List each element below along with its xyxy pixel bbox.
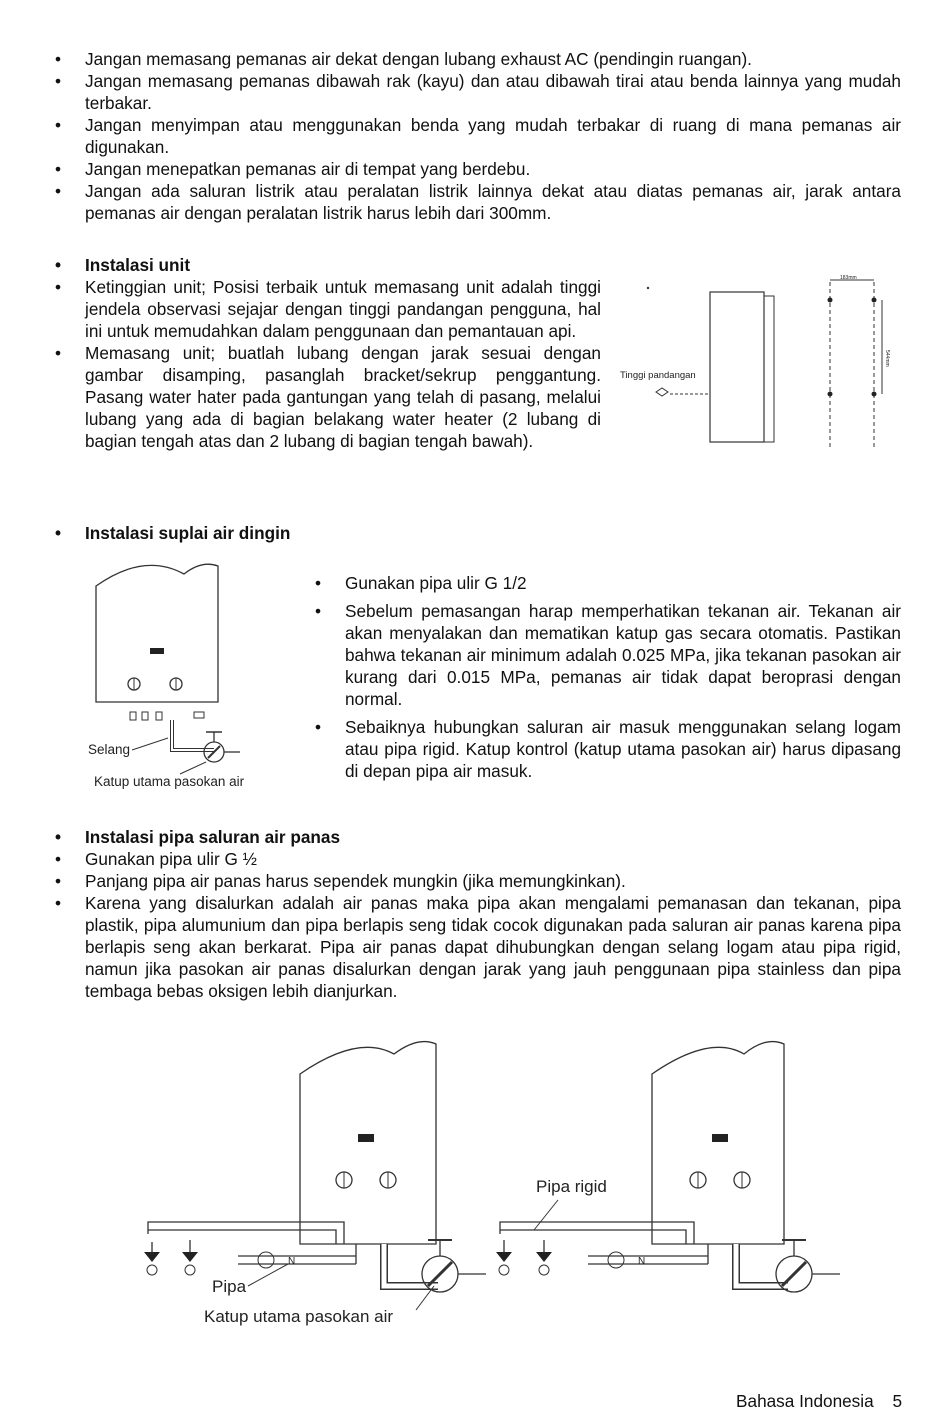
eye-level-label: Tinggi pandangan [620,370,696,381]
top-bullet-list [48,48,901,224]
hot-water-figure [138,1034,850,1334]
dimension-height-label: 544mm [884,350,890,367]
install-unit-heading: • Instalasi unit [54,255,191,275]
list-item: • Gunakan pipa ulir G ½ [54,849,257,869]
list-item: • Gunakan pipa ulir G 1/2 [314,573,527,593]
cold-water-heading: • Instalasi suplai air dingin [54,523,291,543]
page-footer [736,1391,902,1412]
unit-mounting-figure [612,272,912,462]
list-item: • Jangan memasang pemanas dibawah rak (kayu) dan atau dibawah tirai atau benda lainnya yang mudah terbakar. [54,71,901,113]
svg-text:N: N [638,1256,646,1267]
list-item: • Karena yang disalurkan adalah air panas maka pipa akan mengalami pemanasan dan tekanan, pipa plastik, pipa alumunium dan pipa berlapis seng tidak cocok digunakan pada saluran air panas karena pipa berlapis seng akan berkarat. Pipa air panas dapat dihubungkan dengan selang logam atau pipa rigid, namun jika pasokan air panas disalurkan dengan jarak yang jauh penggunaan pipa stainless dan pipa tembaga bebas oksigen lebih dianjurkan. [54,893,901,1001]
list-item: • Ketinggian unit; Posisi terbaik untuk memasang unit adalah tinggi jendela observasi sejajar dengan tinggi pandangan pengguna, hal ini untuk memudahkan dalam penggunaan dan pemantauan api. [54,277,601,341]
list-item: • Sebaiknya hubungkan saluran air masuk menggunakan selang logam atau pipa rigid. Katup kontrol (katup utama pasokan air) harus dipasang di depan pipa air masuk. [314,717,901,781]
hot-water-section [48,826,901,1002]
rigid-pipe-label: Pipa rigid [536,1177,607,1196]
list-item: • Jangan menyimpan atau menggunakan benda yang mudah terbakar di ruang di mana pemanas air digunakan. [54,115,901,157]
main-valve-label-hot: Katup utama pasokan air [204,1307,394,1326]
cold-water-heading-block [48,522,601,544]
cold-water-figure [84,556,264,796]
list-item: • Panjang pipa air panas harus sependek mungkin (jika memungkinkan). [54,871,626,891]
list-item: • Memasang unit; buatlah lubang dengan jarak sesuai dengan gambar disamping, pasanglah bracket/sekrup penggantung. Pasang water hater pada gantungan yang telah di pasang, melalui lubang yang ada di bagian belakang water heater (2 lubang di bagian tengah atas dan 2 lubang di bagian tengah bawah). [54,343,601,451]
cold-water-list [308,572,901,782]
list-item: • Jangan menepatkan pemanas air di tempat yang berdebu. [54,159,531,179]
install-unit-section [48,254,601,452]
list-item: • Jangan ada saluran listrik atau peralatan listrik lainnya dekat atau diatas pemanas air, jarak antara pemanas air dengan peralatan listrik harus lebih dari 300mm. [54,181,901,223]
dimension-width-label: 183mm [840,275,857,281]
footer-section-label: Bahasa Indonesia [736,1391,874,1411]
list-item: • Jangan memasang pemanas air dekat dengan lubang exhaust AC (pendingin ruangan). [54,49,752,69]
pipe-label: Pipa [212,1277,247,1296]
hot-water-heading: • Instalasi pipa saluran air panas [54,827,341,847]
svg-text:N: N [288,1256,296,1267]
list-item: • Sebelum pemasangan harap memperhatikan tekanan air. Tekanan air akan menyalakan dan mematikan katup gas secara otomatis. Pastikan bahwa tekanan air minimum adalah 0.025 MPa, jika tekanan pasokan air kurang dari 0.015 MPa, pemanas air tidak dapat beropras​i dengan normal. [314,601,901,709]
page-number: 5 [892,1391,902,1411]
main-valve-label: Katup utama pasokan air [94,774,245,789]
hose-label: Selang [88,742,131,757]
